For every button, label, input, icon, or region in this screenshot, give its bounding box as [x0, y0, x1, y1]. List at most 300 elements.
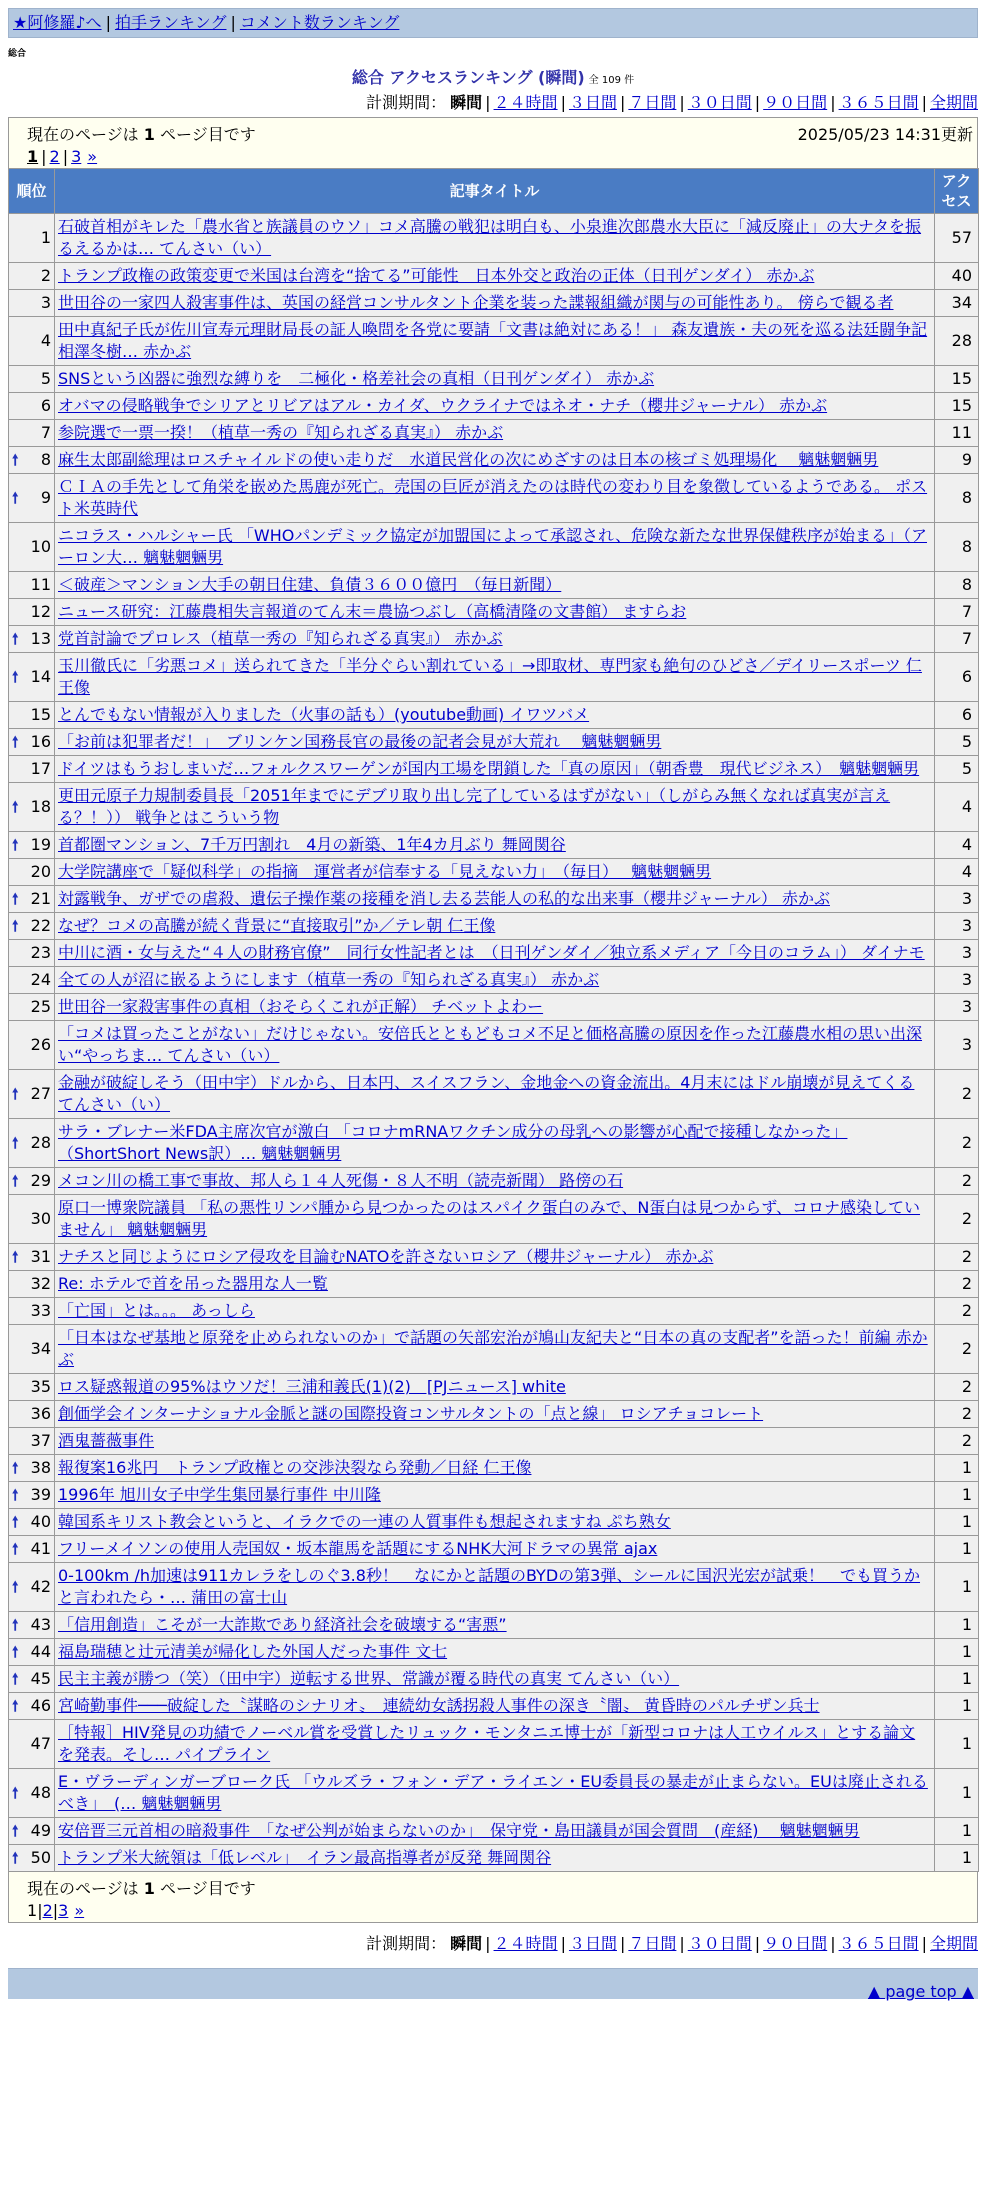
title-cell	[55, 1244, 935, 1271]
period-separator: |	[921, 1934, 927, 1953]
period-separator: |	[754, 93, 761, 112]
rank-number: 39	[30, 1485, 51, 1504]
article-link[interactable]: 創価学会インターナショナル金脈と謎の国際投資コンサルタントの「点と線」 ロシアチョコレート	[58, 1404, 764, 1423]
title-cell	[55, 940, 935, 967]
period-selector-top	[8, 90, 978, 113]
article-link[interactable]: サラ・ブレナー米FDA主席次官が激白 「コロナmRNAワクチン成分の母乳への影響が心配で接種しなかった」（ShortShort News訳）… 魑魅魍魎男	[58, 1122, 848, 1163]
rank-number: 45	[30, 1669, 51, 1688]
title-cell	[55, 859, 935, 886]
article-link[interactable]: トランプ政権の政策変更で米国は台湾を“捨てる”可能性 日本外交と政治の正体（日刊ゲンダイ） 赤かぶ	[58, 266, 815, 285]
access-count: 2	[935, 1428, 979, 1455]
rank-number: 27	[30, 1084, 51, 1103]
rank-number: 19	[30, 835, 51, 854]
access-count: 28	[935, 317, 979, 366]
rank-cell	[9, 626, 55, 653]
rank-number: 32	[30, 1274, 51, 1293]
article-link[interactable]: ニュース研究：江藤農相失言報道のてん末＝農協つぶし（高橋清隆の文書館） ますらお	[58, 602, 687, 621]
article-link[interactable]: 中川に酒・女与えた“４人の財務官僚” 同行女性記者とは （日刊ゲンダイ／独立系メディア「今日のコラム」） ダイナモ	[58, 943, 925, 962]
access-count: 3	[935, 886, 979, 913]
table-row	[9, 1070, 979, 1119]
rank-cell	[9, 1428, 55, 1455]
period-separator: |	[485, 1934, 491, 1953]
title-cell	[55, 1509, 935, 1536]
title-cell	[55, 599, 935, 626]
bottom-page-link-3[interactable]: 3	[58, 1901, 69, 1920]
rank-up-icon: 🠕	[12, 1540, 19, 1558]
rank-up-icon: 🠕	[12, 890, 19, 908]
table-row	[9, 1509, 979, 1536]
title-cell	[55, 263, 935, 290]
title-cell	[55, 1482, 935, 1509]
top-period-option-1[interactable]: ３日間	[568, 93, 617, 112]
article-link[interactable]: E・ヴラーディンガーブローク氏 「ウルズラ・フォン・デア・ライエン・EU委員長の暴走が止まらない。EUは廃止されるべき」 (… 魑魅魍魎男	[58, 1772, 928, 1813]
article-link[interactable]: 「お前は犯罪者だ！」 ブリンケン国務長官の最後の記者会見が大荒れ 魑魅魍魎男	[58, 732, 662, 751]
rank-number: 9	[40, 488, 51, 507]
bottom-period-option-1[interactable]: ３日間	[568, 1934, 617, 1953]
access-count: 2	[935, 1401, 979, 1428]
article-link[interactable]: 党首討論でプロレス（植草一秀の『知られざる真実』） 赤かぶ	[58, 629, 503, 648]
access-count: 3	[935, 967, 979, 994]
rank-number: 43	[30, 1615, 51, 1634]
rank-number: 22	[30, 916, 51, 935]
table-row	[9, 1401, 979, 1428]
rank-cell	[9, 1769, 55, 1818]
top-period-option-4[interactable]: ９０日間	[763, 93, 828, 112]
pagination-bottom	[27, 1901, 977, 1920]
article-link[interactable]: なぜ？コメの高騰が続く背景に“直接取引”か／テレ朝 仁王像	[58, 916, 496, 935]
title-cell	[55, 1536, 935, 1563]
rank-cell	[9, 1666, 55, 1693]
rank-number: 24	[30, 970, 51, 989]
article-link[interactable]: 「信用創造」こそが一大詐欺であり経済社会を破壊する“害悪”	[58, 1615, 507, 1634]
article-link[interactable]: 韓国系キリスト教会というと、イラクでの一連の人質事件も想起されますね ぷち熟女	[58, 1512, 671, 1531]
table-row	[9, 1482, 979, 1509]
rank-number: 6	[40, 396, 51, 415]
table-row	[9, 1244, 979, 1271]
title-cell	[55, 1455, 935, 1482]
page-info-top	[8, 117, 978, 168]
access-count: 2	[935, 1298, 979, 1325]
period-separator: |	[560, 1934, 566, 1953]
rank-number: 16	[30, 732, 51, 751]
rank-cell	[9, 1509, 55, 1536]
title-cell	[55, 290, 935, 317]
title-cell	[55, 1720, 935, 1769]
title-cell	[55, 1195, 935, 1244]
table-row	[9, 886, 979, 913]
article-link[interactable]: 報復案16兆円 トランプ政権との交渉決裂なら発動／日経 仁王像	[58, 1458, 532, 1477]
rank-cell	[9, 1070, 55, 1119]
access-count: 3	[935, 994, 979, 1021]
access-count: 2	[935, 1244, 979, 1271]
article-link[interactable]: 世田谷一家殺害事件の真相（おそらくこれが正解） チベットよわー	[58, 997, 544, 1016]
rank-number: 13	[30, 629, 51, 648]
rank-cell	[9, 832, 55, 859]
article-link[interactable]: ロス疑惑報道の95%はウソだ！三浦和義氏(1)(2) [PJニュース] white	[58, 1377, 566, 1396]
access-count: 40	[935, 263, 979, 290]
table-row	[9, 263, 979, 290]
article-link[interactable]: 原口一博衆院議員 「私の悪性リンパ腫から見つかったのはスパイク蛋白のみで、N蛋白は見つからず、コロナ感染していません」 魑魅魍魎男	[58, 1198, 921, 1239]
bottom-period-option-5[interactable]: ３６５日間	[838, 1934, 919, 1953]
article-link[interactable]: とんでもない情報が入りました（火事の話も）(youtube動画) イワツバメ	[58, 705, 590, 724]
title-cell	[55, 1168, 935, 1195]
title-cell	[55, 1845, 935, 1872]
rank-up-icon: 🠕	[12, 917, 19, 935]
article-link[interactable]: フリーメイソンの使用人売国奴・坂本龍馬を話題にするNHK大河ドラマの異常 ajax	[58, 1539, 658, 1558]
current-page-text: 現在のページは 1 ページ目です	[27, 125, 256, 144]
table-row	[9, 702, 979, 729]
rank-number: 11	[30, 575, 51, 594]
article-link[interactable]: 全ての人が沼に嵌るようにします（植草一秀の『知られざる真実』） 赤かぶ	[58, 970, 600, 989]
period-separator: |	[754, 1934, 761, 1953]
table-row	[9, 1769, 979, 1818]
access-count: 3	[935, 1021, 979, 1070]
rank-number: 14	[30, 667, 51, 686]
rank-number: 30	[30, 1209, 51, 1228]
rank-cell	[9, 756, 55, 783]
access-count: 9	[935, 447, 979, 474]
rank-number: 5	[40, 369, 51, 388]
page-title	[8, 65, 978, 88]
title-cell	[55, 886, 935, 913]
rank-cell	[9, 1244, 55, 1271]
top-period-option-3[interactable]: ３０日間	[687, 93, 752, 112]
rank-cell	[9, 290, 55, 317]
period-selector-bottom	[8, 1931, 978, 1954]
table-row	[9, 1271, 979, 1298]
rank-up-icon: 🠕	[12, 1643, 19, 1661]
rank-cell	[9, 1298, 55, 1325]
bottom-page-1: 1	[27, 1901, 38, 1920]
rank-up-icon: 🠕	[12, 1459, 19, 1477]
nav-separator: |	[105, 13, 111, 32]
title-cell	[55, 653, 935, 702]
rank-cell	[9, 317, 55, 366]
access-count: 8	[935, 474, 979, 523]
top-period-option-0[interactable]: ２４時間	[493, 93, 558, 112]
title-cell	[55, 1666, 935, 1693]
rank-number: 18	[30, 797, 51, 816]
top-next-page-link[interactable]: »	[87, 147, 98, 166]
title-cell	[55, 1298, 935, 1325]
rank-up-icon: 🠕	[12, 1486, 19, 1504]
rank-cell	[9, 1693, 55, 1720]
access-count: 57	[935, 214, 979, 263]
period-current: 瞬間	[450, 93, 483, 112]
rank-up-icon: 🠕	[12, 1697, 19, 1715]
table-row	[9, 626, 979, 653]
table-row	[9, 1845, 979, 1872]
home-link[interactable]: ★阿修羅♪へ	[13, 13, 102, 32]
article-link[interactable]: ＣＩＡの手先として角栄を嵌めた馬鹿が死亡。売国の巨匠が消えたのは時代の変わり目を象徴しているようである。 ポスト米英時代	[58, 477, 928, 518]
rank-number: 29	[30, 1171, 51, 1190]
top-period-option-6[interactable]: 全期間	[929, 93, 978, 112]
period-label: 計測期間：	[366, 93, 447, 112]
rank-number: 8	[40, 450, 51, 469]
title-cell	[55, 523, 935, 572]
table-row	[9, 1536, 979, 1563]
article-link[interactable]: ニコラス・ハルシャー氏 「WHOパンデミック協定が加盟国によって承認され、危険な新たな世界保健秩序が始まる」（アーロン大… 魑魅魍魎男	[58, 526, 927, 567]
table-row	[9, 1374, 979, 1401]
title-cell	[55, 1325, 935, 1374]
rank-number: 50	[30, 1848, 51, 1867]
title-cell	[55, 1271, 935, 1298]
article-link[interactable]: 1996年 旭川女子中学生集団暴行事件 中川隆	[58, 1485, 381, 1504]
article-link[interactable]: ナチスと同じようにロシア侵攻を目論むNATOを許さないロシア（櫻井ジャーナル） 赤かぶ	[58, 1247, 714, 1266]
article-link[interactable]: ＜破産＞マンション大手の朝日住建、負債３６００億円 （毎日新聞）	[58, 575, 562, 594]
clap-ranking-link[interactable]: 拍手ランキング	[114, 13, 227, 32]
table-row	[9, 474, 979, 523]
article-link[interactable]: 対露戦争、ガザでの虐殺、遺伝子操作薬の接種を消し去る芸能人の私的な出来事（櫻井ジャーナル） 赤かぶ	[58, 889, 830, 908]
rank-number: 34	[30, 1339, 51, 1358]
rank-number: 25	[30, 997, 51, 1016]
article-link[interactable]: 石破首相がキレた「農水省と族議員のウソ」コメ高騰の戦犯は明白も、小泉進次郎農水大臣に「減反廃止」の大ナタを振るえるかは… てんさい（い）	[58, 217, 922, 258]
bottom-period-option-2[interactable]: ７日間	[628, 1934, 677, 1953]
period-separator: |	[921, 93, 927, 112]
access-count: 2	[935, 1374, 979, 1401]
article-link[interactable]: 福島瑞穂と辻元清美が帰化した外国人だった事件 文七	[58, 1642, 448, 1661]
access-count: 1	[935, 1720, 979, 1769]
period-label: 計測期間：	[366, 1934, 447, 1953]
rank-cell	[9, 1639, 55, 1666]
article-link[interactable]: トランプ米大統領は「低レベル」 イラン最高指導者が反発 舞岡関谷	[58, 1848, 552, 1867]
table-row	[9, 832, 979, 859]
article-link[interactable]: Re: ホテルで首を吊った器用な人一覧	[58, 1274, 328, 1293]
rank-cell	[9, 1021, 55, 1070]
table-row	[9, 859, 979, 886]
rank-number: 4	[40, 331, 51, 350]
rank-cell	[9, 393, 55, 420]
rank-cell	[9, 1325, 55, 1374]
rank-up-icon: 🠕	[12, 1578, 19, 1596]
article-link[interactable]: 田中真紀子氏が佐川宣寿元理財局長の証人喚問を各党に要請「文書は絶対にある！」 森友遺族・夫の死を巡る法廷闘争記相澤冬樹… 赤かぶ	[58, 320, 928, 361]
table-row	[9, 729, 979, 756]
page-top-link[interactable]: ▲ page top ▲	[867, 1982, 974, 2001]
table-row	[9, 940, 979, 967]
article-link[interactable]: 世田谷の一家四人殺害事件は、英国の経営コンサルタント企業を装った諜報組織が関与の可能性あり。 傍らで観る者	[58, 293, 894, 312]
rank-cell	[9, 1612, 55, 1639]
header-count: アクセス	[935, 169, 979, 214]
rank-cell	[9, 1818, 55, 1845]
article-link[interactable]: 麻生太郎副総理はロスチャイルドの使い走りだ 水道民営化の次にめざすのは日本の核ゴミ処理場化 魑魅魍魎男	[58, 450, 879, 469]
rank-cell	[9, 523, 55, 572]
title-cell	[55, 783, 935, 832]
rank-up-icon: 🠕	[12, 1248, 19, 1266]
access-count: 2	[935, 1195, 979, 1244]
comment-ranking-link[interactable]: コメント数ランキング	[239, 13, 400, 32]
access-count: 1	[935, 1536, 979, 1563]
table-row	[9, 1563, 979, 1612]
rank-number: 10	[30, 537, 51, 556]
access-count: 1	[935, 1482, 979, 1509]
rank-number: 41	[30, 1539, 51, 1558]
rank-cell	[9, 1455, 55, 1482]
article-link[interactable]: SNSという凶器に強烈な縛りを 二極化・格差社会の真相（日刊ゲンダイ） 赤かぶ	[58, 369, 655, 388]
rank-up-icon: 🠕	[12, 1822, 19, 1840]
title-cell	[55, 447, 935, 474]
bottom-period-option-6[interactable]: 全期間	[929, 1934, 978, 1953]
top-period-option-2[interactable]: ７日間	[628, 93, 677, 112]
top-period-option-5[interactable]: ３６５日間	[838, 93, 919, 112]
article-link[interactable]: 首都圏マンション、7千万円割れ 4月の新築、1年4カ月ぶり 舞岡関谷	[58, 835, 566, 854]
access-count: 11	[935, 420, 979, 447]
rank-cell	[9, 1119, 55, 1168]
article-link[interactable]: 酒鬼薔薇事件	[58, 1431, 155, 1450]
rank-cell	[9, 1482, 55, 1509]
table-row	[9, 393, 979, 420]
rank-cell	[9, 447, 55, 474]
rank-number: 1	[40, 228, 51, 247]
rank-up-icon: 🠕	[12, 1670, 19, 1688]
table-row	[9, 523, 979, 572]
article-link[interactable]: 金融が破綻しそう（田中宇）ドルから、日本円、スイスフラン、金地金への資金流出。4月末にはドル崩壊が見えてくる てんさい（い）	[58, 1073, 915, 1114]
table-row	[9, 1298, 979, 1325]
access-count: 1	[935, 1639, 979, 1666]
table-row	[9, 1021, 979, 1070]
access-count: 3	[935, 940, 979, 967]
current-page-text-bottom: 現在のページは 1 ページ目です	[27, 1879, 256, 1898]
access-count: 34	[935, 290, 979, 317]
rank-up-icon: 🠕	[12, 1616, 19, 1634]
rank-up-icon: 🠕	[12, 489, 19, 507]
table-row	[9, 1693, 979, 1720]
top-nav-bar	[8, 8, 978, 38]
access-count: 1	[935, 1693, 979, 1720]
rank-number: 35	[30, 1377, 51, 1396]
article-link[interactable]: ［特報］HIV発見の功績でノーベル賞を受賞したリュック・モンタニエ博士が「新型コロナは人工ウイルス」とする論文を発表。そし… パイプライン	[58, 1723, 916, 1764]
article-link[interactable]: オバマの侵略戦争でシリアとリビアはアル・カイダ、ウクライナではネオ・ナチ（櫻井ジャーナル） 赤かぶ	[58, 396, 828, 415]
access-count: 2	[935, 1119, 979, 1168]
title-cell	[55, 967, 935, 994]
rank-cell	[9, 940, 55, 967]
table-row	[9, 783, 979, 832]
rank-cell	[9, 1271, 55, 1298]
title-cell	[55, 626, 935, 653]
table-row	[9, 1818, 979, 1845]
article-link[interactable]: 宮崎勤事件───破綻した〝謀略のシナリオ〟 連続幼女誘拐殺人事件の深き〝闇〟 黄昏時のパルチザン兵士	[58, 1696, 820, 1715]
access-count: 2	[935, 1325, 979, 1374]
access-count: 4	[935, 783, 979, 832]
article-link[interactable]: 更田元原子力規制委員長「2051年までにデブリ取り出し完了しているはずがない」（しがらみ無くなれば真実が言える？！）） 戦争とはこういう物	[58, 786, 891, 827]
article-link[interactable]: 大学院講座で「疑似科学」の指摘 運営者が信奉する「見えない力」 （毎日） 魑魅魍魎男	[58, 862, 712, 881]
rank-number: 33	[30, 1301, 51, 1320]
table-row	[9, 290, 979, 317]
access-count: 8	[935, 523, 979, 572]
access-count: 15	[935, 393, 979, 420]
article-link[interactable]: 安倍晋三元首相の暗殺事件 「なぜ公判が始まらないのか」 保守党・島田議員が国会質問 (産経) 魑魅魍魎男	[58, 1821, 860, 1840]
access-count: 15	[935, 366, 979, 393]
rank-number: 2	[40, 266, 51, 285]
rank-up-icon: 🠕	[12, 1849, 19, 1867]
article-link[interactable]: ドイツはもうおしまいだ…フォルクスワーゲンが国内工場を閉鎖した「真の原因」（朝香豊 現代ビジネス） 魑魅魍魎男	[58, 759, 920, 778]
rank-cell	[9, 599, 55, 626]
section-label: 総合	[8, 49, 27, 59]
table-row	[9, 420, 979, 447]
bottom-next-page-link[interactable]: »	[74, 1901, 85, 1920]
rank-number: 44	[30, 1642, 51, 1661]
updated-timestamp: 2025/05/23 14:31更新	[797, 125, 973, 144]
access-count: 5	[935, 756, 979, 783]
access-count: 1	[935, 1612, 979, 1639]
table-row	[9, 994, 979, 1021]
title-cell	[55, 1612, 935, 1639]
table-row	[9, 1428, 979, 1455]
access-count: 4	[935, 832, 979, 859]
page-separator: |	[52, 1901, 59, 1920]
rank-number: 12	[30, 602, 51, 621]
rank-cell	[9, 474, 55, 523]
bottom-page-link-2[interactable]: 2	[42, 1901, 53, 1920]
rank-cell	[9, 859, 55, 886]
rank-number: 36	[30, 1404, 51, 1423]
footer-bar	[8, 1968, 978, 1999]
rank-cell	[9, 967, 55, 994]
rank-cell	[9, 653, 55, 702]
rank-number: 7	[40, 423, 51, 442]
article-link[interactable]: 「日本はなぜ基地と原発を止められないのか」で話題の矢部宏治が鳩山友紀夫と“日本の真の支配者”を語った！前編 赤かぶ	[58, 1328, 928, 1369]
article-link[interactable]: メコン川の橋工事で事故、邦人ら１４人死傷・８人不明（読売新聞） 路傍の石	[58, 1171, 624, 1190]
title-cell	[55, 420, 935, 447]
rank-up-icon: 🠕	[12, 1085, 19, 1103]
title-cell	[55, 393, 935, 420]
bottom-period-option-4[interactable]: ９０日間	[763, 1934, 828, 1953]
table-row	[9, 572, 979, 599]
access-count: 7	[935, 599, 979, 626]
rank-cell	[9, 1401, 55, 1428]
rank-up-icon: 🠕	[12, 630, 19, 648]
article-link[interactable]: 民主主義が勝つ（笑）（田中宇）逆転する世界、常識が覆る時代の真実 てんさい（い）	[58, 1669, 680, 1688]
article-link[interactable]: 「コメは買ったことがない」だけじゃない。安倍氏とともどもコメ不足と価格高騰の原因を作った江藤農水相の思い出深い“やっちま… てんさい（い）	[58, 1024, 923, 1065]
rank-cell	[9, 1563, 55, 1612]
period-current: 瞬間	[450, 1934, 483, 1953]
access-count: 7	[935, 626, 979, 653]
table-row	[9, 1455, 979, 1482]
title-cell	[55, 474, 935, 523]
period-separator: |	[830, 93, 836, 112]
article-link[interactable]: 玉川徹氏に「劣悪コメ」送られてきた「半分ぐらい割れている」→即取材、専門家も絶句のひどさ／デイリースポーツ 仁王像	[58, 656, 922, 697]
table-row	[9, 756, 979, 783]
rank-number: 42	[30, 1577, 51, 1596]
rank-number: 46	[30, 1696, 51, 1715]
rank-cell	[9, 366, 55, 393]
top-page-link-3[interactable]: 3	[71, 147, 82, 166]
article-link[interactable]: 「亡国」とは。。。 あっしら	[58, 1301, 255, 1320]
access-count: 6	[935, 702, 979, 729]
article-link[interactable]: 0-100km /h加速は911カレラをしのぐ3.8秒！ なにかと話題のBYDの第3弾、シールに国沢光宏が試乗！ でも買うかと言われたら・… 蒲田の富士山	[58, 1566, 921, 1607]
top-page-link-2[interactable]: 2	[49, 147, 60, 166]
rank-cell	[9, 1536, 55, 1563]
access-count: 4	[935, 859, 979, 886]
page-separator: |	[37, 1901, 43, 1920]
rank-cell	[9, 702, 55, 729]
page-separator: |	[62, 147, 69, 166]
rank-number: 47	[30, 1734, 51, 1753]
rank-cell	[9, 1374, 55, 1401]
bottom-period-option-0[interactable]: ２４時間	[493, 1934, 558, 1953]
article-link[interactable]: 参院選で一票一揆！（植草一秀の『知られざる真実』） 赤かぶ	[58, 423, 504, 442]
rank-cell	[9, 263, 55, 290]
access-count: 1	[935, 1845, 979, 1872]
title-cell	[55, 1818, 935, 1845]
rank-number: 15	[30, 705, 51, 724]
bottom-period-option-3[interactable]: ３０日間	[687, 1934, 752, 1953]
rank-up-icon: 🠕	[12, 1172, 19, 1190]
table-row	[9, 1119, 979, 1168]
table-row	[9, 1666, 979, 1693]
rank-cell	[9, 214, 55, 263]
rank-cell	[9, 913, 55, 940]
title-cell	[55, 1428, 935, 1455]
